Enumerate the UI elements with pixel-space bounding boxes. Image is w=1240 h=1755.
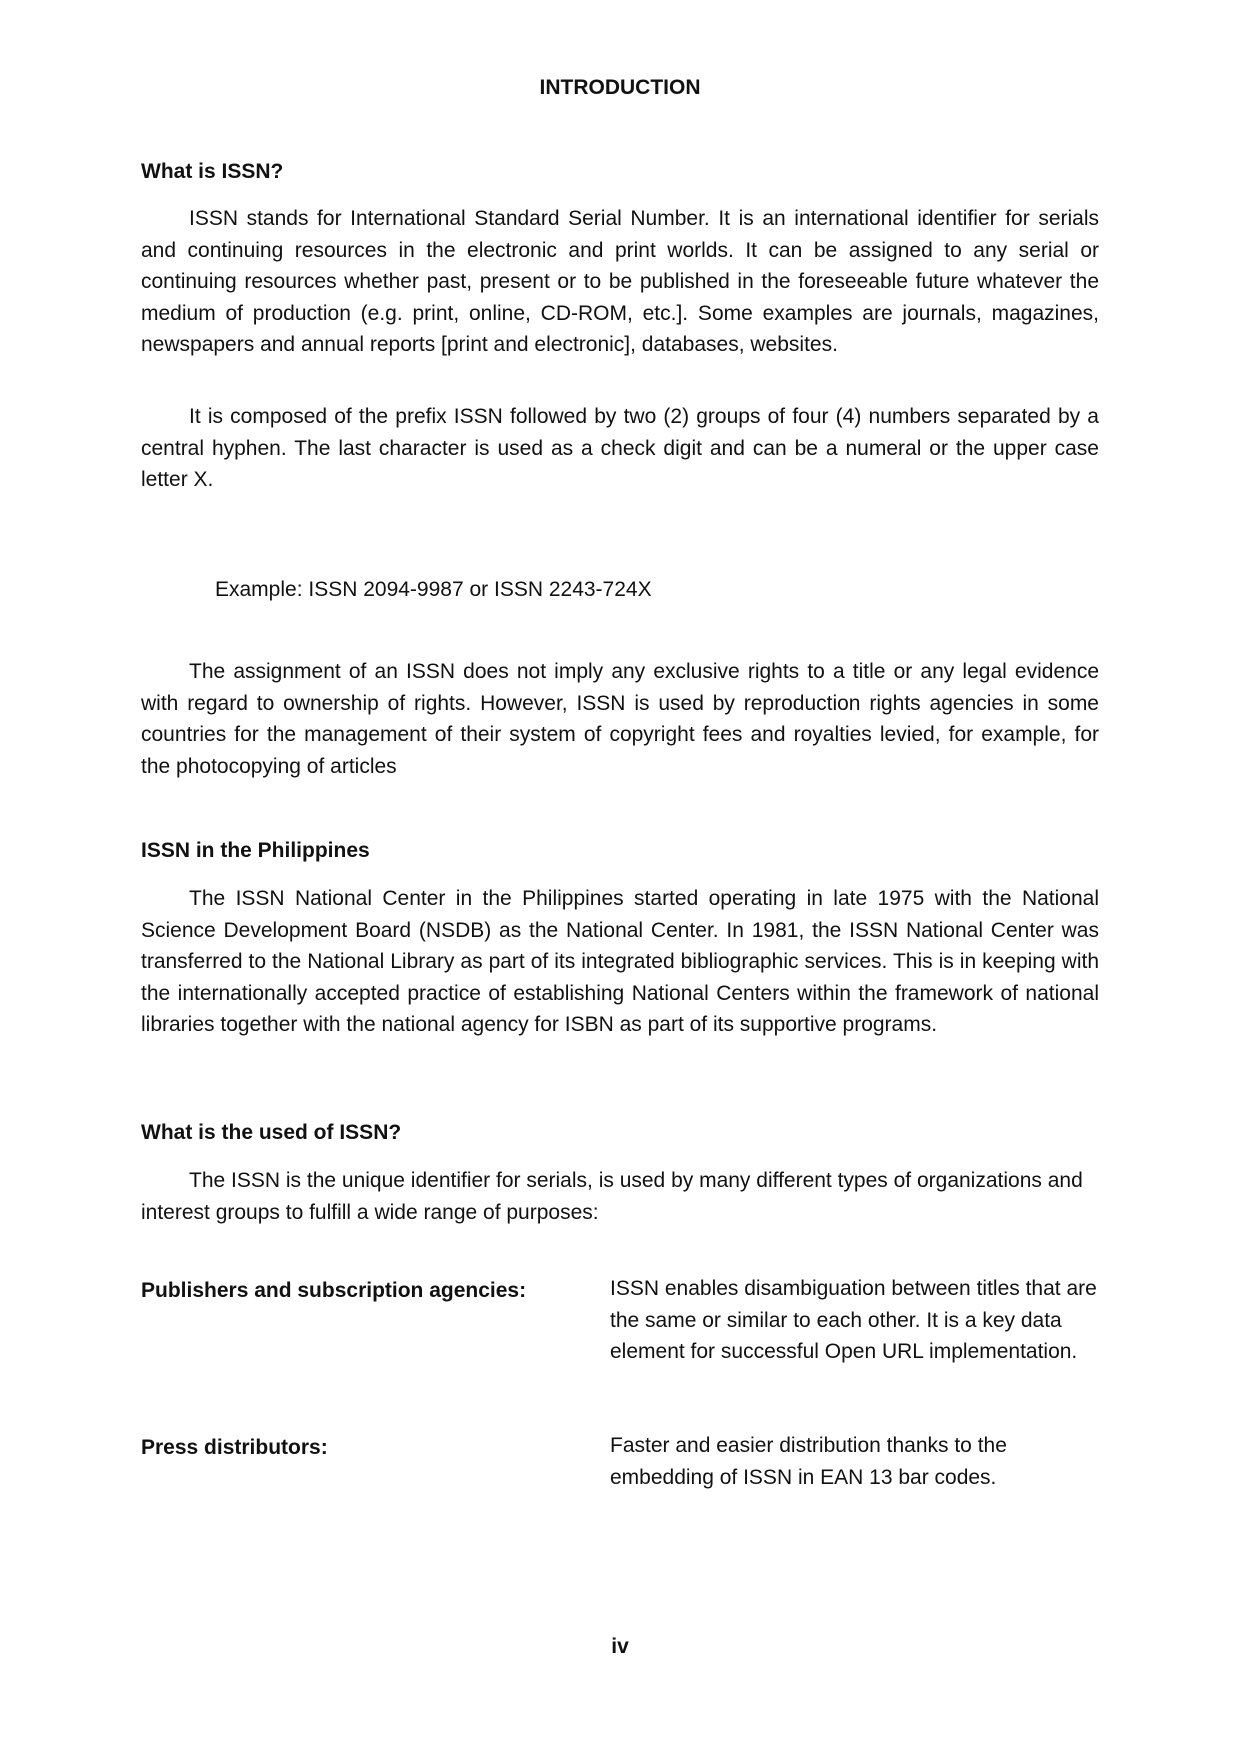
- term-publishers: Publishers and subscription agencies:: [141, 1279, 527, 1302]
- example-line: Example: ISSN 2094-9987 or ISSN 2243-724X: [215, 578, 652, 601]
- desc-press-distributors: Faster and easier distribution thanks to the embedding of ISSN in EAN 13 bar codes.: [610, 1434, 1007, 1489]
- paragraph-issn-definition: ISSN stands for International Standard Serial Number. It is an international identifier for serials and continuing resources in the electronic and print worlds. It can be assigned to any serial or continuing resources whether past, present or to be published in the foreseeable future whatever the medium of production (e.g. print, online, CD-ROM, etc.]. Some examples are journals, magazines, newspapers and annual reports [print and electronic], databases, websites.: [141, 207, 1099, 356]
- desc-publishers: ISSN enables disambiguation between titles that are the same or similar to each other. It is a key data element for successful Open URL implementation.: [610, 1277, 1097, 1363]
- term-press-distributors: Press distributors:: [141, 1436, 328, 1459]
- heading-used-of-issn: What is the used of ISSN?: [141, 1121, 402, 1144]
- paragraph-issn-philippines: The ISSN National Center in the Philippines started operating in late 1975 with the National Science Development Board (NSDB) as the National Center. In 1981, the ISSN National Center was transferred to the National Library as part of its integrated bibliographic services. This is in keeping with the internationally accepted practice of establishing National Centers within the framework of national libraries together with the national agency for ISBN as part of its supportive programs.: [141, 887, 1099, 1036]
- paragraph-issn-rights: The assignment of an ISSN does not imply any exclusive rights to a title or any legal evidence with regard to ownership of rights. However, ISSN is used by reproduction rights agencies in some countries for the management of their system of copyright fees and royalties levied, for example, for the photocopying of articles: [141, 660, 1099, 778]
- paragraph-issn-composition: It is composed of the prefix ISSN followed by two (2) groups of four (4) numbers separated by a central hyphen. The last character is used as a check digit and can be a numeral or the upper case letter X.: [141, 405, 1099, 491]
- paragraph-issn-uses: The ISSN is the unique identifier for serials, is used by many different types of organizations and interest groups to fulfill a wide range of purposes:: [141, 1169, 1083, 1224]
- page-title: INTRODUCTION: [539, 76, 701, 99]
- heading-issn-philippines: ISSN in the Philippines: [141, 839, 370, 862]
- heading-what-is-issn: What is ISSN?: [141, 160, 284, 183]
- page-number: iv: [611, 1635, 629, 1658]
